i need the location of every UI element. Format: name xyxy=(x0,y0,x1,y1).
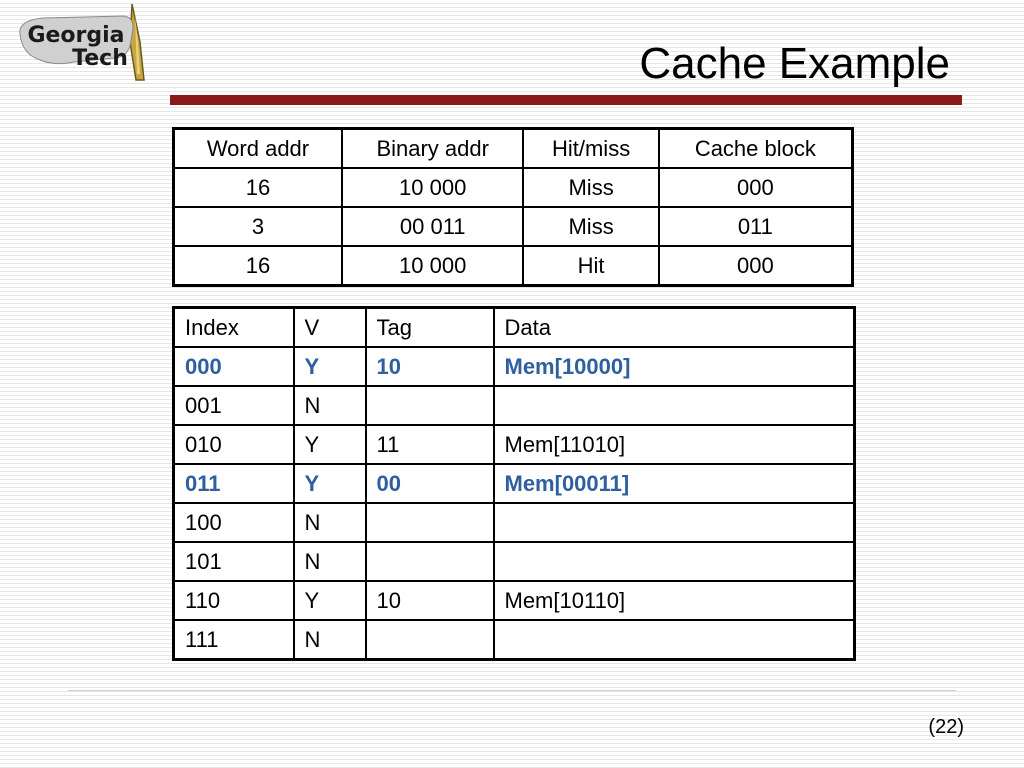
cell-hit-miss: Hit xyxy=(523,246,658,286)
cell-index: 000 xyxy=(174,347,294,386)
cell-index: 001 xyxy=(174,386,294,425)
header-index: Index xyxy=(174,308,294,348)
header-binary-addr: Binary addr xyxy=(342,129,524,169)
header-word-addr: Word addr xyxy=(174,129,342,169)
cell-index: 101 xyxy=(174,542,294,581)
cell-tag: 11 xyxy=(366,425,494,464)
header-cache-block: Cache block xyxy=(659,129,853,169)
cell-hit-miss: Miss xyxy=(523,207,658,246)
cell-valid: N xyxy=(294,386,366,425)
slide-title: Cache Example xyxy=(639,39,950,88)
cell-binary-addr: 10 000 xyxy=(342,246,524,286)
cell-tag: 00 xyxy=(366,464,494,503)
table-row xyxy=(174,503,855,542)
cell-index: 111 xyxy=(174,620,294,660)
cell-word-addr: 3 xyxy=(174,207,342,246)
table-row xyxy=(174,425,855,464)
cell-binary-addr: 00 011 xyxy=(342,207,524,246)
cell-data: Mem[10110] xyxy=(494,581,855,620)
table-row xyxy=(174,246,853,286)
cache-table xyxy=(172,306,856,661)
cell-tag: 10 xyxy=(366,581,494,620)
table-row-highlighted xyxy=(174,347,855,386)
cell-tag xyxy=(366,386,494,425)
table-row xyxy=(174,207,853,246)
cell-word-addr: 16 xyxy=(174,168,342,207)
cell-tag xyxy=(366,620,494,660)
access-table-header-row xyxy=(174,129,853,169)
cell-valid: N xyxy=(294,503,366,542)
georgia-tech-logo xyxy=(14,2,152,82)
cell-data xyxy=(494,542,855,581)
table-row xyxy=(174,168,853,207)
cache-table-header-row xyxy=(174,308,855,348)
title-rule xyxy=(170,95,962,105)
cell-word-addr: 16 xyxy=(174,246,342,286)
footer-rule xyxy=(68,690,956,691)
cell-data xyxy=(494,503,855,542)
cell-tag xyxy=(366,542,494,581)
header-data: Data xyxy=(494,308,855,348)
cell-data: Mem[11010] xyxy=(494,425,855,464)
cell-cache-block: 011 xyxy=(659,207,853,246)
cell-valid: Y xyxy=(294,425,366,464)
logo-text-tech: Tech xyxy=(72,46,128,71)
cell-index: 011 xyxy=(174,464,294,503)
table-row xyxy=(174,386,855,425)
cell-valid: Y xyxy=(294,347,366,386)
cell-tag xyxy=(366,503,494,542)
cell-data: Mem[00011] xyxy=(494,464,855,503)
cell-data xyxy=(494,386,855,425)
header-hit-miss: Hit/miss xyxy=(523,129,658,169)
header-valid: V xyxy=(294,308,366,348)
cell-cache-block: 000 xyxy=(659,168,853,207)
cell-hit-miss: Miss xyxy=(523,168,658,207)
logo-text-georgia: Georgia xyxy=(27,23,125,48)
access-table xyxy=(172,127,854,287)
table-row xyxy=(174,581,855,620)
cell-valid: N xyxy=(294,620,366,660)
header-tag: Tag xyxy=(366,308,494,348)
cell-valid: Y xyxy=(294,464,366,503)
cell-cache-block: 000 xyxy=(659,246,853,286)
cell-valid: N xyxy=(294,542,366,581)
cell-index: 010 xyxy=(174,425,294,464)
cell-binary-addr: 10 000 xyxy=(342,168,524,207)
table-row xyxy=(174,620,855,660)
table-row xyxy=(174,542,855,581)
table-row-highlighted xyxy=(174,464,855,503)
cell-valid: Y xyxy=(294,581,366,620)
cell-index: 110 xyxy=(174,581,294,620)
cell-tag: 10 xyxy=(366,347,494,386)
cell-index: 100 xyxy=(174,503,294,542)
cell-data xyxy=(494,620,855,660)
cell-data: Mem[10000] xyxy=(494,347,855,386)
page-number: (22) xyxy=(928,716,964,738)
